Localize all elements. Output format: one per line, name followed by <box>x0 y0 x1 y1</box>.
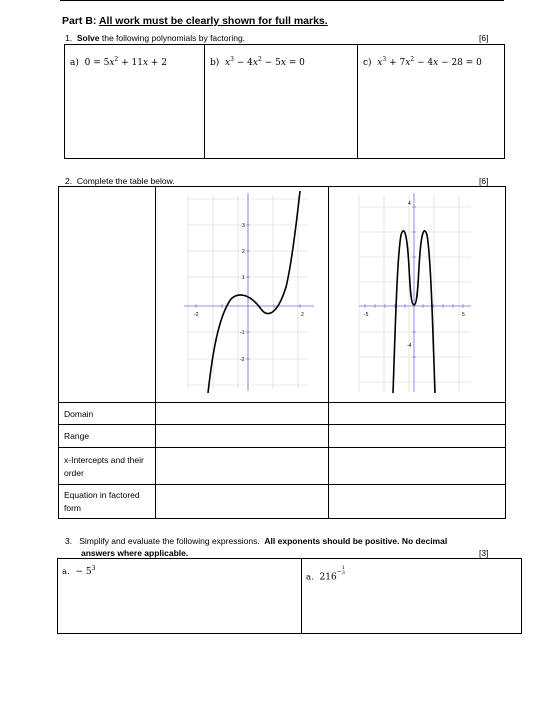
graph2-cell <box>329 187 506 403</box>
equation-graph2-cell[interactable] <box>329 485 506 519</box>
range-graph2-cell[interactable] <box>329 425 506 448</box>
graph2 <box>329 187 505 402</box>
q2-marks: [6] <box>479 176 489 186</box>
q2-heading: 2. Complete the table below. <box>65 176 175 186</box>
graph1 <box>156 187 328 402</box>
domain-graph1-cell[interactable] <box>156 403 329 425</box>
graph2-xtick: -5 <box>364 312 369 318</box>
intercepts-graph2-cell[interactable] <box>329 448 506 485</box>
q3-cell-b[interactable]: a. $216^{-1 3}$ <box>302 559 522 634</box>
graph1-xtick: 2 <box>301 312 304 318</box>
graph2-xtick: 5 <box>462 312 465 318</box>
top-rule <box>60 0 504 1</box>
row-label-equation: Equation in factored form <box>59 485 156 519</box>
part-title-underlined: All work must be clearly shown for full marks. <box>98 15 328 27</box>
graph1-curve <box>208 191 300 393</box>
q1-cell-b[interactable]: b) $x^3 - 4x^2 - 5x = 0$ <box>205 45 358 159</box>
q1-heading: 1. Solve the following polynomials by factoring. <box>65 33 246 43</box>
q1-cell-c[interactable]: c) $x^3 + 7x^2 - 4x - 28 = 0$ <box>358 45 505 159</box>
q2-header-blank <box>59 187 156 403</box>
graph1-ytick: 3 <box>242 223 245 229</box>
graph1-xtick: -2 <box>194 312 199 318</box>
q3-heading: 3. Simplify and evaluate the following expressions. All exponents should be positive. No decimal <box>65 536 448 546</box>
q3-marks: [3] <box>479 548 489 558</box>
row-label-domain: Domain <box>59 403 156 425</box>
graph1-ytick: 1 <box>242 275 245 281</box>
intercepts-graph1-cell[interactable] <box>156 448 329 485</box>
q1-marks: [6] <box>479 33 489 43</box>
graph1-ytick: -2 <box>240 357 245 363</box>
graph2-ytick: -4 <box>407 343 412 349</box>
graph1-ytick: 2 <box>242 249 245 255</box>
row-label-x-intercepts: x-Intercepts and their order <box>59 448 156 485</box>
graph2-ytick: 4 <box>408 201 411 207</box>
q3-heading-line2: answers where applicable. <box>81 548 189 558</box>
q1-cell-a[interactable]: a) $0 = 5x^2 + 11x + 2$ <box>65 45 205 159</box>
domain-graph2-cell[interactable] <box>329 403 506 425</box>
q1-table <box>64 44 505 159</box>
q3-table <box>57 558 522 634</box>
q2-table <box>58 186 506 519</box>
row-label-range: Range <box>59 425 156 448</box>
equation-graph1-cell[interactable] <box>156 485 329 519</box>
graph1-cell <box>156 187 329 403</box>
q3-cell-a[interactable]: a. − $5^3$ <box>58 559 302 634</box>
graph1-ytick: -1 <box>240 330 245 336</box>
part-title: Part B: All work must be clearly shown for full marks. <box>62 15 328 27</box>
range-graph1-cell[interactable] <box>156 425 329 448</box>
